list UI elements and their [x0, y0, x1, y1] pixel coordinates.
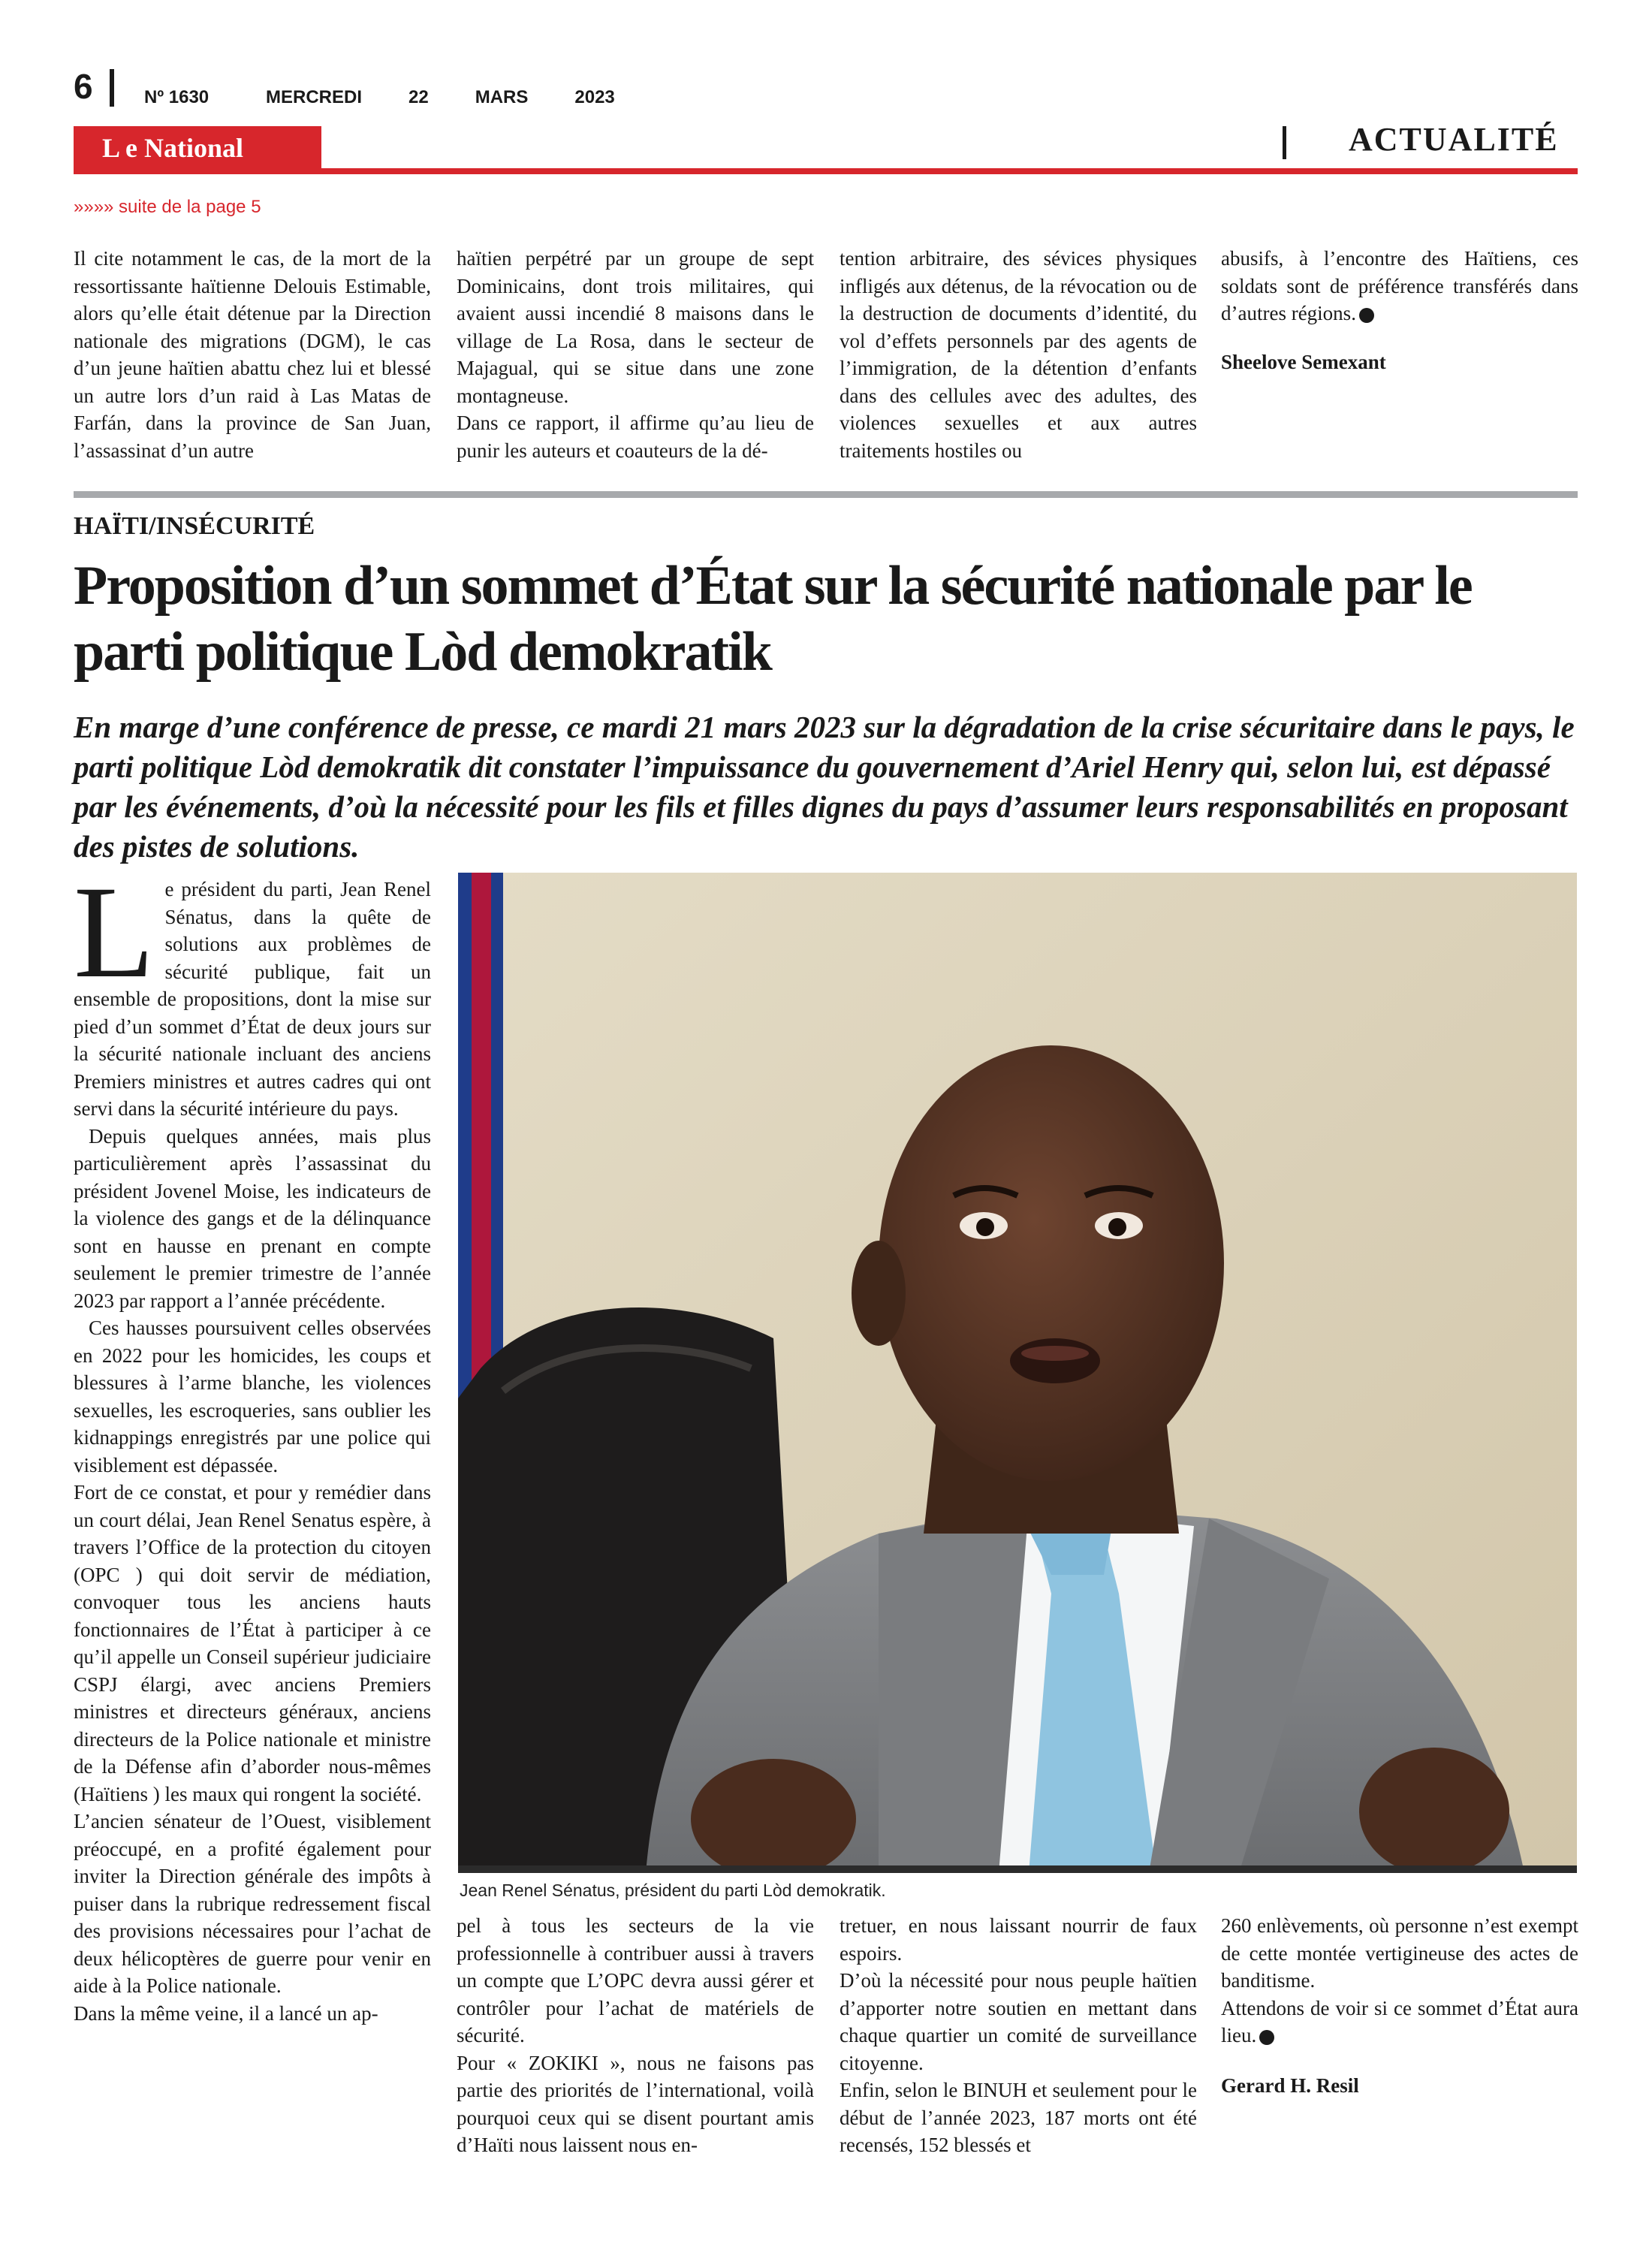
prev-column-1: [74, 245, 431, 464]
issue-number: Nº 1630: [144, 87, 210, 107]
article-separator: [74, 491, 1578, 498]
page-number: 6: [74, 67, 93, 106]
header-rule: [74, 168, 1578, 174]
article-paragraph: [1221, 1995, 1578, 2049]
article-paragraph: L’ancien sénateur de l’Ouest, visiblement préoccupé, en a profité également pour inviter la Direction générale des impôts à puiser dans la rubrique redressement fiscal des provisions nécessaires pour l’achat de deux hélicoptères de guerre pour venir en aide à la Police nationale.: [74, 1810, 431, 1997]
continuation-note: »»»» suite de la page 5: [74, 197, 261, 217]
article-paragraph: Ces hausses poursuivent celles observées en 2022 pour les homicides, les coups et blessures à l’arme blanche, les violences sexuelles, les escroqueries, sans oublier les kidnappings enregistrés par une police qui visiblement est dépassée.: [74, 1317, 431, 1476]
article-column-2: [457, 1912, 814, 2159]
lead-paragraph-text: e président du parti, Jean Renel Sénatus, dans la quête de solutions aux problèmes de sécurité publique, fait un ensemble de propositions, dont la mise sur pied d’un sommet d’État de deux jours sur la sécurité nationale incluant des anciens Premiers ministres et autres cadres qui ont servi dans la sécurité intérieure du pays.: [74, 878, 431, 1120]
article-photo: [458, 873, 1577, 1873]
section-divider: [1283, 126, 1286, 159]
article-paragraph: Fort de ce constat, et pour y remédier dans un court délai, Jean Renel Senatus espère, à travers l’Office de la protection du citoyen (OPC ) qui doit servir de médiation, convoquer tous les anciens hauts fonctionnaires de l’État à participer à ce qu’il appelle un Conseil supérieur judiciaire CSPJ élargi, avec anciens Premiers ministres et directeurs généraux, anciens directeurs de la Police nationale et ministre de la Défense afin d’aborder nous-mêmes (Haïtiens ) les maux qui rongent la société.: [74, 1481, 431, 1805]
drop-cap: L: [74, 859, 155, 1006]
article-paragraph: D’où la nécessité pour nous peuple haïtien d’apporter notre soutien en mettant dans chaque quartier un comité de surveillance citoyenne.: [840, 1969, 1197, 2074]
prev-paragraph: Dans ce rapport, il affirme qu’au lieu de punir les auteurs et coauteurs de la dé-: [457, 412, 814, 462]
article-column-3: [840, 1912, 1197, 2159]
issue-date: MERCREDI 22 MARS 2023: [266, 87, 615, 107]
article-paragraph: Enfin, selon le BINUH et seulement pour le début de l’année 2023, 187 morts ont été recensés, 152 blessés et: [840, 2079, 1197, 2156]
article-paragraph: Dans la même veine, il a lancé un ap-: [74, 2001, 378, 2025]
prev-author: Sheelove Semexant: [1221, 350, 1386, 373]
portrait-illustration: [458, 873, 1577, 1873]
photo-caption: Jean Renel Sénatus, président du parti Lòd demokratik.: [460, 1881, 886, 1900]
prev-paragraph: haïtien perpétré par un groupe de sept Dominicains, dont trois militaires, qui avaient aussi incendié 8 maisons dans le village de La Rosa, dans le secteur de Majagual, qui se situe dans une zone montagneuse.: [457, 247, 814, 407]
section-title: ACTUALITÉ: [1349, 121, 1559, 158]
article-deck: En marge d’une conférence de presse, ce mardi 21 mars 2023 sur la dégradation de la crise sécuritaire dans le pays, le parti politique Lòd demokratik dit constater l’impuissance du gouvernement d’Ariel Henry qui, selon lui, est dépassé par les événements, d’où la nécessité pour les fils et filles dignes du pays d’assumer leurs responsabilités en proposant des pistes de solutions.: [74, 710, 1575, 864]
article-paragraph-text: Attendons de voir si ce sommet d’État aura lieu.: [1221, 1996, 1578, 2046]
article-paragraph: 260 enlèvements, où personne n’est exempt de cette montée vertigineuse des actes de banditisme.: [1221, 1914, 1578, 1992]
article-paragraph: Pour « ZOKIKI », nous ne faisons pas partie des priorités de l’international, voilà pourquoi ceux qui se disent pourtant amis d’Haïti nous laissent nous en-: [457, 2051, 814, 2156]
prev-column-2: [457, 245, 814, 464]
article-author: Gerard H. Resil: [1221, 2074, 1359, 2097]
lead-paragraph: [74, 859, 431, 1123]
article-paragraph: pel à tous les secteurs de la vie professionnelle à contribuer aussi à travers un compte que L’OPC devra aussi gérer et contrôler pour l’achat de matériels de sécurité.: [457, 1914, 814, 2046]
article-paragraph: tretuer, en nous laissant nourrir de faux espoirs.: [840, 1914, 1197, 1965]
prev-paragraph-text: abusifs, à l’encontre des Haïtiens, ces soldats sont de préférence transférés dans d’autres régions.: [1221, 247, 1578, 324]
article-paragraph: Depuis quelques années, mais plus particulièrement après l’assassinat du président Jovenel Moise, les indicateurs de la violence des gangs et de la délinquance sont en hausse en prenant en compte seulement le premier trimestre de l’année 2023 par rapport a l’année précédente.: [74, 1124, 431, 1312]
prev-paragraph: Il cite notamment le cas, de la mort de la ressortissante haïtienne Delouis Estimable, alors qu’elle était détenue par la Direction nationale des migrations (DGM), le cas d’un jeune haïtien abattu chez lui et blessé un autre lors d’un raid à Las Matas de Farfán, dans la province de San Juan, l’assassinat d’un autre: [74, 247, 431, 462]
end-mark-icon: [1359, 308, 1374, 323]
prev-paragraph: tention arbitraire, des sévices physiques infligés aux détenus, de la révocation ou de la destruction de documents d’identité, du vol d’effets personnels par des agents de l’immigration, de la détention d’enfants dans des cellules avec des adultes, des violences sexuelles et aux autres traitements hostiles ou: [840, 247, 1197, 462]
prev-column-3: [840, 245, 1197, 464]
prev-paragraph: [1221, 245, 1578, 327]
article-column-4: [1221, 1912, 1578, 2099]
article-column-1: [74, 859, 431, 2027]
brand-name: L e National: [102, 133, 244, 163]
article-kicker: HAÏTI/INSÉCURITÉ: [74, 512, 315, 540]
end-mark-icon: [1259, 2030, 1274, 2045]
prev-column-4: [1221, 245, 1578, 376]
page-number-divider: [110, 69, 114, 107]
article-headline: Proposition d’un sommet d’État sur la sécurité nationale par le parti politique Lòd demokratik: [74, 555, 1472, 683]
